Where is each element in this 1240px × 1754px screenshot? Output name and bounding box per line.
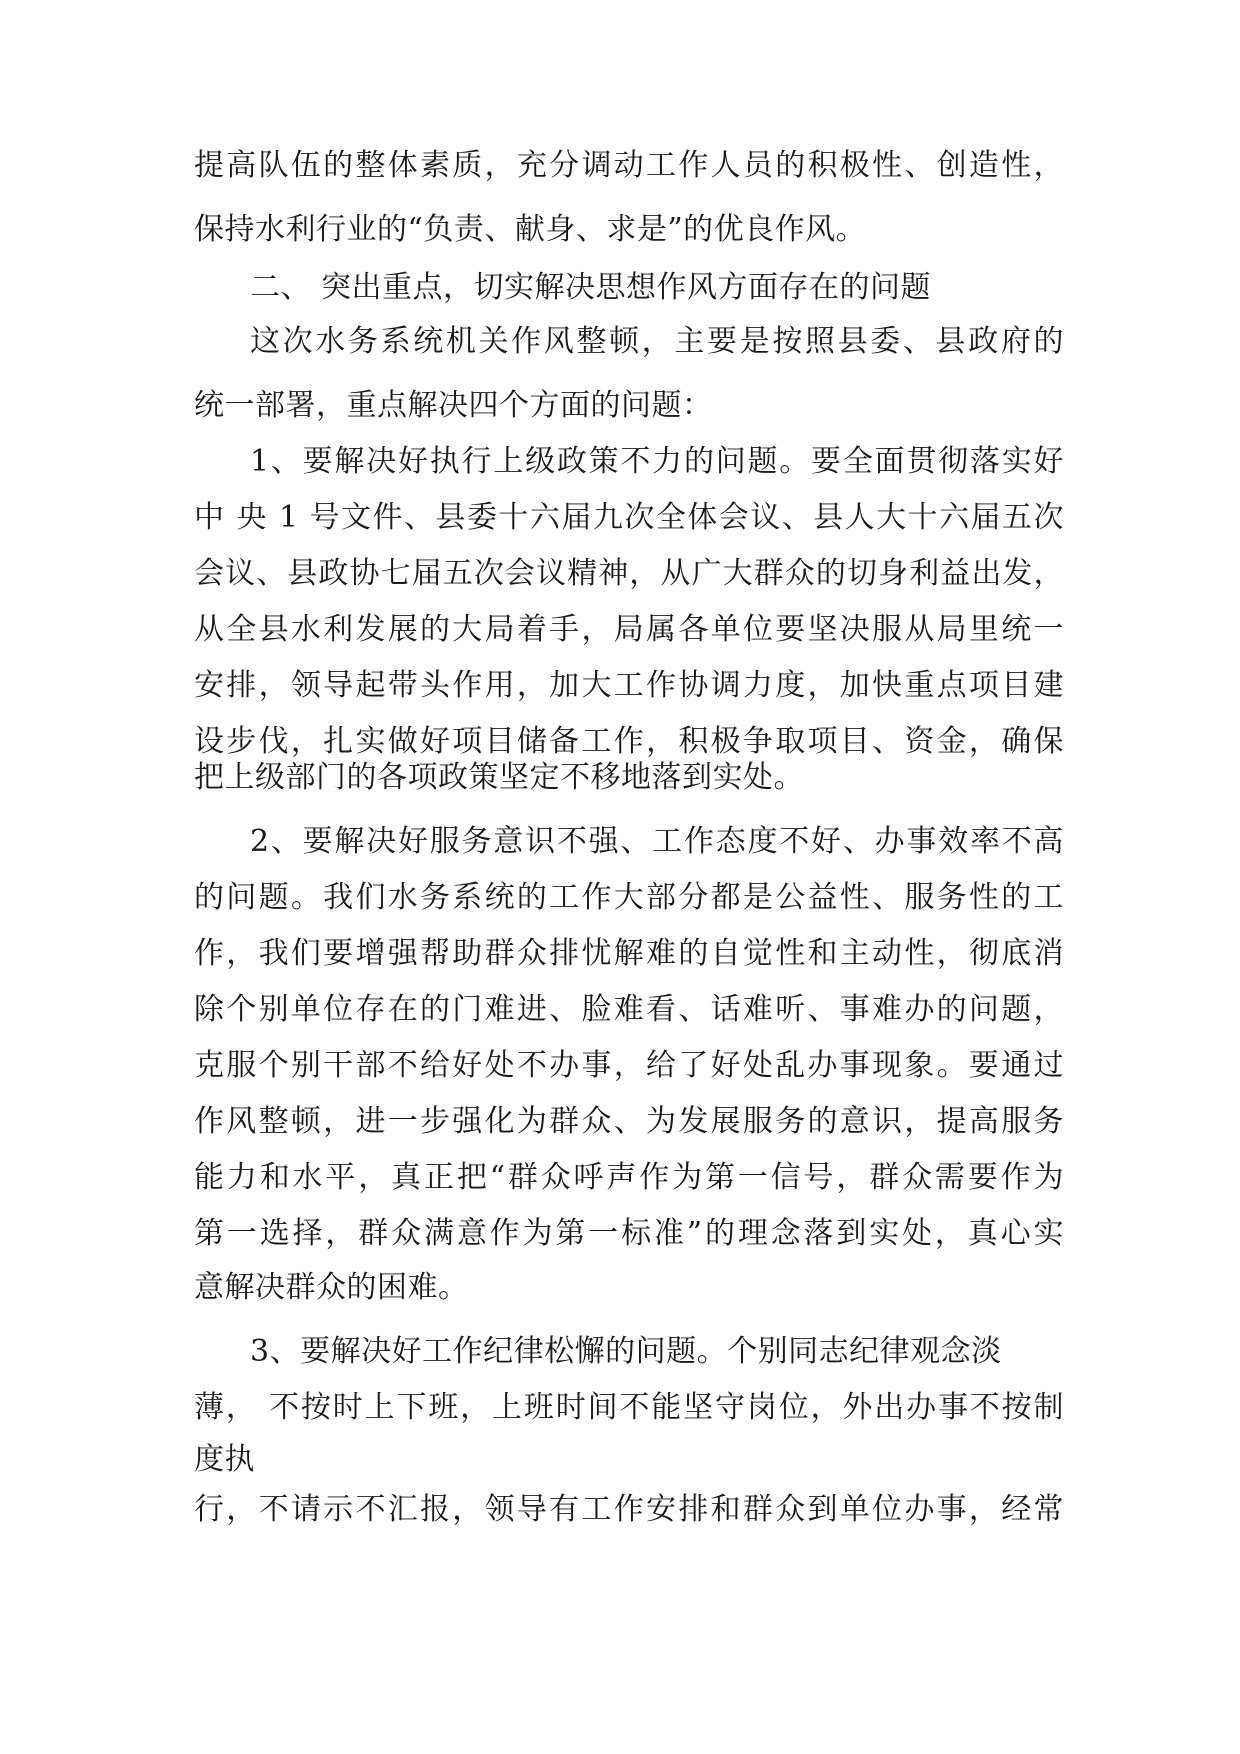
item-1-line-1: 1、要解决好执行上级政策不力的问题。要全面贯彻落实好 [250, 444, 1064, 479]
item-2-line-9: 意解决群众的困难。 [194, 1270, 469, 1305]
section-heading: 二、 突出重点，切实解决思想作风方面存在的问题 [250, 270, 932, 305]
item-3-line-4: 行，不请示不汇报，领导有工作安排和群众到单位办事，经常 [194, 1492, 1064, 1527]
item-1-line-2: 中 央 1 号文件、县委十六届九次全体会议、县人大十六届五次 [194, 500, 1064, 535]
text-line-5: 统一部署，重点解决四个方面的问题： [194, 388, 713, 423]
item-2-line-5: 克服个别干部不给好处不办事，给了好处乱办事现象。要通过 [194, 1048, 1064, 1083]
item-1-line-4: 从全县水利发展的大局着手，局属各单位要坚决服从局里统一 [194, 612, 1064, 647]
item-2-line-8: 第一选择，群众满意作为第一标准”的理念落到实处，真心实 [194, 1216, 1064, 1251]
item-2-line-3: 作，我们要增强帮助群众排忧解难的自觉性和主动性，彻底消 [194, 936, 1064, 971]
item-1-line-7: 把上级部门的各项政策坚定不移地落到实处。 [194, 760, 804, 795]
item-2-line-2: 的问题。我们水务系统的工作大部分都是公益性、服务性的工 [194, 880, 1064, 915]
text-line-2: 保持水利行业的“负责、献身、求是”的优良作风。 [194, 212, 867, 247]
text-line-1: 提高队伍的整体素质，充分调动工作人员的积极性、创造性， [194, 148, 1064, 183]
item-1-line-6: 设步伐，扎实做好项目储备工作，积极争取项目、资金，确保 [194, 724, 1064, 759]
item-3-line-3: 度执 [194, 1442, 255, 1477]
item-2-line-1: 2、要解决好服务意识不强、工作态度不好、办事效率不高 [250, 824, 1064, 859]
item-2-line-7: 能力和水平，真正把“群众呼声作为第一信号，群众需要作为 [194, 1160, 1064, 1195]
text-line-4: 这次水务系统机关作风整顿，主要是按照县委、县政府的 [250, 324, 1064, 359]
item-2-line-6: 作风整顿，进一步强化为群众、为发展服务的意识，提高服务 [194, 1104, 1064, 1139]
item-3-line-2: 薄， 不按时上下班，上班时间不能坚守岗位，外出办事不按制 [194, 1390, 1064, 1425]
item-1-line-5: 安排，领导起带头作用，加大工作协调力度，加快重点项目建 [194, 668, 1064, 703]
item-2-line-4: 除个别单位存在的门难进、脸难看、话难听、事难办的问题， [194, 992, 1064, 1027]
item-3-line-1: 3、要解决好工作纪律松懈的问题。个别同志纪律观念淡 [250, 1334, 1002, 1369]
item-1-line-3: 会议、县政协七届五次会议精神，从广大群众的切身利益出发， [194, 556, 1064, 591]
